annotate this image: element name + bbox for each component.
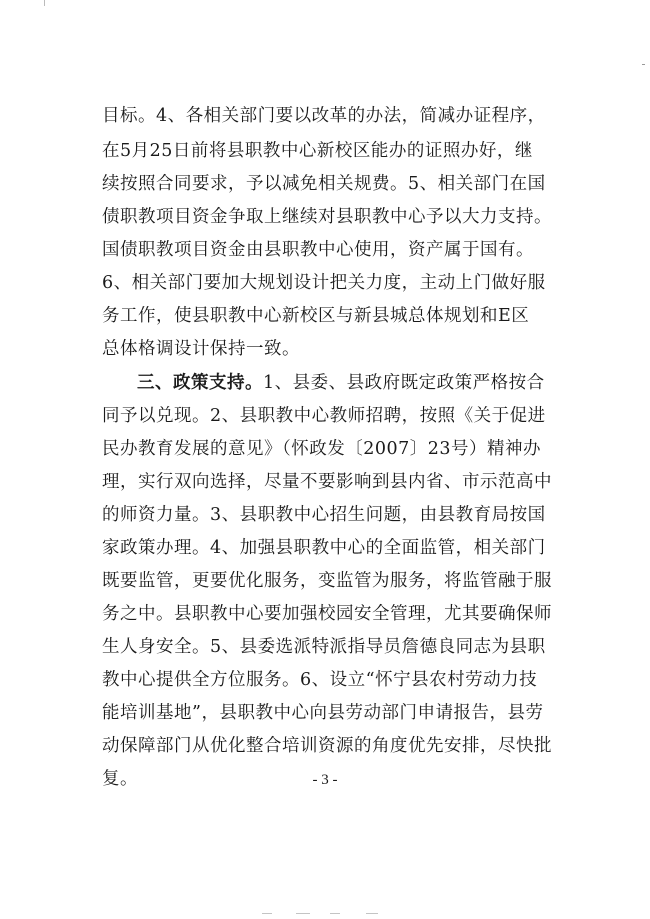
scan-artifact xyxy=(642,64,645,65)
text-line: 能培训基地”，县职教中心向县劳动部门申请报告，县劳 xyxy=(102,703,544,723)
text-line: 6、相关部门要加大规划设计把关力度，主动上门做好服 xyxy=(102,273,546,293)
page-number: - 3 - xyxy=(312,772,338,788)
text-line: 的师资力量。3、县职教中心招生问题，由县教育局按国 xyxy=(102,505,546,525)
text-line: 既要监管，更要优化服务，变监管为服务，将监管融于服 xyxy=(102,571,552,591)
paragraph-2-first-line xyxy=(137,371,552,395)
text-line: 在5月25日前将县职教中心新校区能办的证照办好，继 xyxy=(102,141,533,161)
scan-artifact xyxy=(296,913,310,914)
text-line: 动保障部门从优化整合培训资源的角度优先安排，尽快批 xyxy=(102,736,552,756)
scan-artifact xyxy=(44,0,45,6)
section-heading: 三、政策支持。 xyxy=(137,373,263,393)
text-line: 复。 xyxy=(102,769,138,789)
text-line: 国债职教项目资金由县职教中心使用，资产属于国有。 xyxy=(102,240,534,260)
text-line: 生人身安全。5、县委选派特派指导员詹德良同志为县职 xyxy=(102,637,546,657)
text-line: 民办教育发展的意见》（怀政发〔2007〕23号）精神办 xyxy=(102,439,542,459)
text-line: 续按照合同要求，予以减免相关规费。5、相关部门在国 xyxy=(102,174,546,194)
text-line: 教中心提供全方位服务。6、设立“怀宁县农村劳动力技 xyxy=(102,670,538,690)
text-line: 同予以兑现。2、县职教中心教师招聘，按照《关于促进 xyxy=(102,406,546,426)
text-line: 理，实行双向选择，尽量不要影响到县内省、市示范高中 xyxy=(102,472,552,492)
text-line: 务工作，使县职教中心新校区与新县城总体规划和E区 xyxy=(102,306,530,326)
scan-artifact xyxy=(262,913,272,914)
scan-artifact xyxy=(330,913,340,914)
text-line: 家政策办理。4、加强县职教中心的全面监管，相关部门 xyxy=(102,538,546,558)
scan-artifact xyxy=(366,913,378,914)
text-span: 1、县委、县政府既定政策严格按合 xyxy=(263,373,545,393)
text-line: 债职教项目资金争取上继续对县职教中心予以大力支持。 xyxy=(102,207,552,227)
text-line: 总体格调设计保持一致。 xyxy=(102,339,300,359)
text-line: 务之中。县职教中心要加强校园安全管理，尤其要确保师 xyxy=(102,604,552,624)
text-line: 目标。4、各相关部门要以改革的办法，简减办证程序， xyxy=(102,106,546,126)
